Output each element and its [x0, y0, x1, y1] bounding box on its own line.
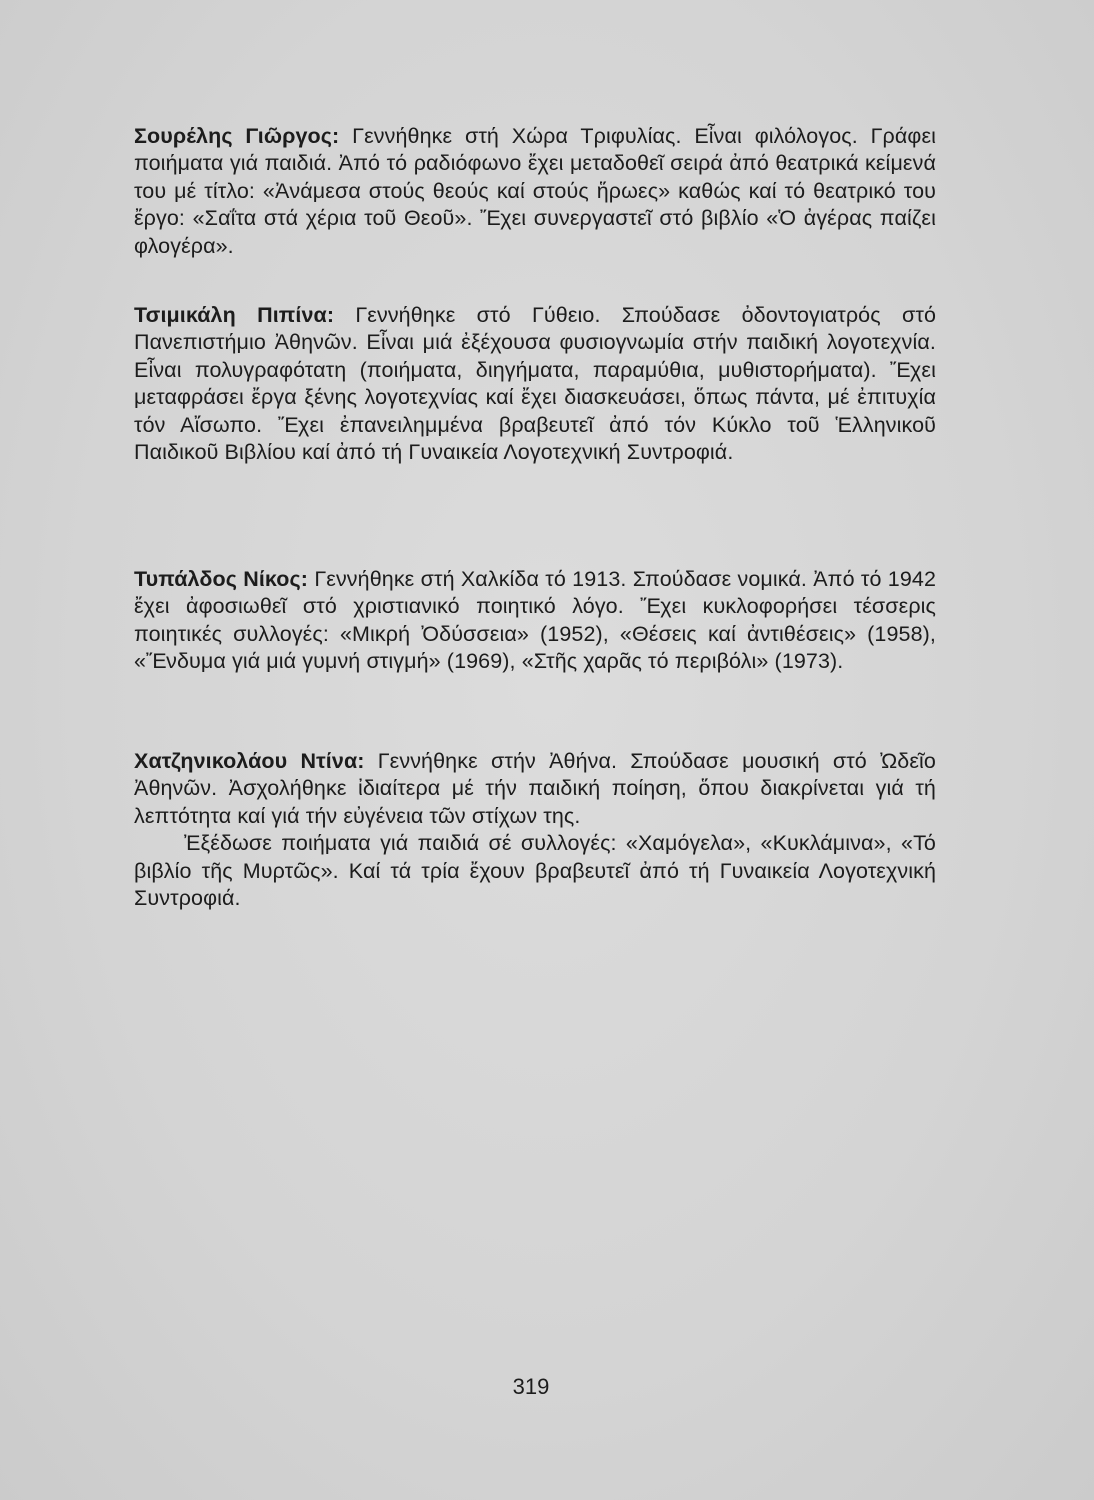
author-name: Τυπάλδος Νίκος: — [134, 567, 309, 591]
entry-paragraph — [134, 123, 936, 260]
author-name: Τσιμικάλη Πιπίνα: — [134, 303, 335, 327]
entry-paragraph — [134, 302, 936, 466]
biography-entry — [134, 566, 936, 676]
entry-text: Γεννήθηκε στήν Ἀθήνα. Σπούδασε μουσική στό Ὠδεῖο Ἀθηνῶν. Ἀσχολήθηκε ἰδιαίτερα μέ τήν παιδική ποίηση, ὅπου διακρίνεται γιά τή λεπτότητα καί γιά τήν εὐγένεια τῶν στίχων της. — [134, 749, 936, 828]
entry-paragraph — [134, 748, 936, 830]
entry-text: Γεννήθηκε στή Χώρα Τριφυλίας. Εἶναι φιλόλογος. Γράφει ποιήματα γιά παιδιά. Ἀπό τό ραδιόφωνο ἔχει μεταδοθεῖ σειρά ἀπό θεατρικά κείμενά του μέ τίτλο: «Ἀνάμεσα στούς θεούς καί στούς ἥρωες» καθώς καί τό θεατρικό του ἔργο: «Σαΐτα στά χέρια τοῦ Θεοῦ». Ἔχει συνεργαστεῖ στό βιβλίο «Ὁ ἀγέρας παίζει φλογέρα». — [134, 124, 937, 258]
entry-text: Γεννήθηκε στή Χαλκίδα τό 1913. Σπούδασε νομικά. Ἀπό τό 1942 ἔχει ἀφοσιωθεῖ στό χριστιανικό ποιητικό λόγο. Ἔχει κυκλοφορήσει τέσσερις ποιητικές συλλογές: «Μικρή Ὀδύσσεια» (1952), «Θέσεις καί ἀντιθέσεις» (1958), «Ἔνδυμα γιά μιά γυμνή στιγμή» (1969), «Στῆς χαρᾶς τό περιβόλι» (1973). — [134, 567, 937, 674]
biography-entry — [134, 123, 936, 260]
biography-entry — [134, 302, 936, 466]
biography-entry — [134, 748, 936, 912]
page-number: 319 — [512, 1374, 550, 1399]
entry-paragraph — [134, 566, 936, 676]
entry-paragraph: Ἐξέδωσε ποιήματα γιά παιδιά σέ συλλογές: «Χαμόγελα», «Κυκλάμινα», «Τό βιβλίο τῆς Μυρτῶς». Καί τά τρία ἔχουν βραβευτεῖ ἀπό τή Γυναικεία Λογοτεχνική Συντροφιά. — [134, 831, 936, 911]
author-name: Σουρέλης Γιῶργος: — [134, 124, 340, 148]
author-name: Χατζηνικολάου Ντίνα: — [134, 749, 365, 773]
entry-text: Γεννήθηκε στό Γύθειο. Σπούδασε ὀδοντογιατρός στό Πανεπιστήμιο Ἀθηνῶν. Εἶναι μιά ἐξέχουσα φυσιογνωμία στήν παιδική λογοτεχνία. Εἶναι πολυγραφότατη (ποιήματα, διηγήματα, παραμύθια, μυθιστορήματα). Ἔχει μεταφράσει ἔργα ξένης λογοτεχνίας καί ἔχει διασκευάσει, ὅπως πάντα, μέ ἐπιτυχία τόν Αἴσωπο. Ἔχει ἐπανειλημμένα βραβευτεῖ ἀπό τόν Κύκλο τοῦ Ἑλληνικοῦ Παιδικοῦ Βιβλίου καί ἀπό τή Γυναικεία Λογοτεχνική Συντροφιά. — [134, 303, 936, 465]
